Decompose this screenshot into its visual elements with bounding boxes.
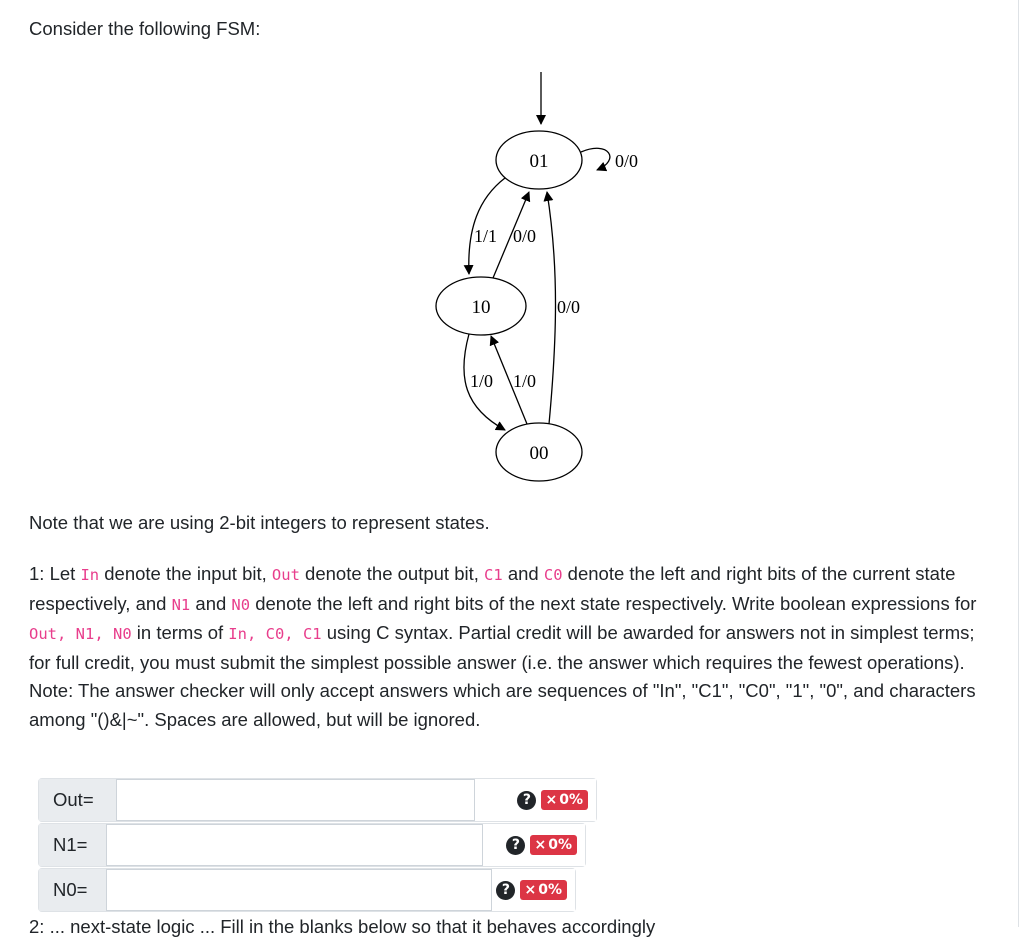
var-c1: C1 xyxy=(484,566,503,584)
note-text: Note that we are using 2-bit integers to represent states. xyxy=(29,512,490,533)
answer-group-n0 xyxy=(38,868,576,912)
x-icon: × xyxy=(524,882,537,898)
help-icon[interactable]: ? xyxy=(506,836,525,855)
help-icon[interactable]: ? xyxy=(496,881,515,900)
edge-01-10-label: 1/1 xyxy=(474,226,498,246)
score-badge: × 0% xyxy=(520,880,567,900)
next-question-cutoff: 2: ... next-state logic ... Fill in the blanks below so that it behaves accordingly xyxy=(29,916,656,937)
edge-00-01 xyxy=(547,192,556,424)
var-c0: C0 xyxy=(543,566,563,584)
var-n1: N1 xyxy=(171,595,191,614)
help-icon[interactable]: ? xyxy=(517,791,536,810)
score-badge: × 0% xyxy=(541,790,588,810)
answer-feedback-n1 xyxy=(483,824,585,866)
answer-input-n1[interactable] xyxy=(107,824,483,866)
answer-group-n1 xyxy=(38,823,586,867)
answer-label-n0: N0= xyxy=(39,869,107,911)
edge-10-00-label: 1/0 xyxy=(470,371,494,391)
edge-10-01-label: 0/0 xyxy=(513,226,537,246)
state-01-label: 01 xyxy=(529,151,549,172)
state-10-label: 10 xyxy=(471,297,491,318)
answer-group-out xyxy=(38,778,597,822)
var-outputs: Out, N1, N0 xyxy=(29,625,132,644)
var-n0: N0 xyxy=(231,595,251,614)
var-inputs: In, C0, C1 xyxy=(228,625,322,644)
question-text: 1: Let In denote the input bit, Out denote the output bit, C1 and C0 denote the left and right bits of the current state respectively, and N1 and N0 denote the left and right bits of the next state respectively. Write boolean expressions for Out, N1, N0 in terms of In, C0, C1 using C syntax. Partial credit will be awarded for answers not in simplest terms; for full credit, you must submit the simplest possible answer (i.e. the answer which requires the fewest operations). Note: The answer checker will only accept answers which are sequences of "In", "C1", "C0", "1", "0", and characters among "()&|~". Spaces are allowed, but will be ignored. xyxy=(29,563,977,730)
fsm-diagram xyxy=(409,68,669,500)
intro-text: Consider the following FSM: xyxy=(29,18,261,39)
frame-border xyxy=(1018,0,1019,927)
score-badge: × 0% xyxy=(530,835,577,855)
answer-feedback-out xyxy=(475,779,596,821)
x-icon: × xyxy=(534,837,547,853)
x-icon: × xyxy=(545,792,558,808)
edge-00-10-label: 1/0 xyxy=(513,371,537,391)
state-00-label: 00 xyxy=(529,443,549,464)
var-out: Out xyxy=(271,566,300,584)
answer-label-out: Out= xyxy=(39,779,117,821)
edge-01-self-label: 0/0 xyxy=(615,151,639,171)
answer-feedback-n0 xyxy=(492,869,575,911)
var-in: In xyxy=(80,566,100,584)
answer-input-out[interactable] xyxy=(117,779,475,821)
answer-label-n1: N1= xyxy=(39,824,107,866)
edge-01-self xyxy=(581,148,610,170)
answer-input-n0[interactable] xyxy=(107,869,492,911)
edge-00-01-label: 0/0 xyxy=(557,297,581,317)
